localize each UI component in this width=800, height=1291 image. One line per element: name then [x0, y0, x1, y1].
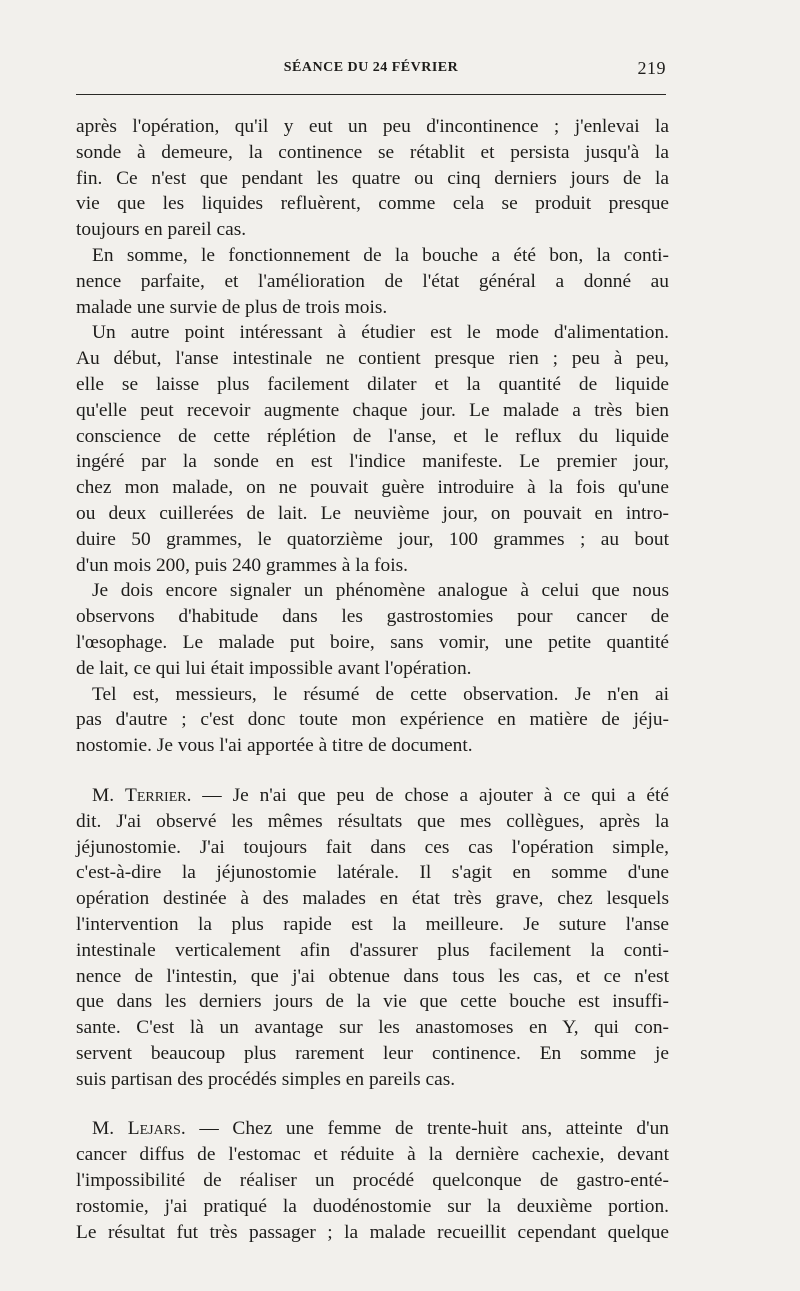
text-line: Au début, l'anse intestinale ne contient presque rien ; peu à peu, [76, 348, 669, 370]
text-line: sante. C'est là un avantage sur les anastomoses en Y, qui con- [76, 1017, 669, 1039]
page-number: 219 [637, 58, 666, 78]
text-line: nostomie. Je vous l'ai apportée à titre de document. [76, 735, 473, 757]
text-line: opération destinée à des malades en état très grave, chez lesquels [76, 888, 669, 910]
text-line: ingéré par la sonde en est l'indice manifeste. Le premier jour, [76, 451, 669, 473]
text-line: de lait, ce qui lui était impossible avant l'opération. [76, 657, 472, 679]
terrier-first-line [76, 783, 669, 809]
text-line: jéjunostomie. J'ai toujours fait dans ces cas l'opération simple, [76, 836, 669, 858]
text-line: observons d'habitude dans les gastrostomies pour cancer de [76, 606, 669, 628]
text-line: Je dois encore signaler un phénomène analogue à celui que nous [92, 580, 669, 602]
paragraph [76, 243, 669, 320]
body-paragraphs [76, 114, 669, 759]
text-line: l'impossibilité de réaliser un procédé quelconque de gastro-enté- [76, 1170, 669, 1192]
text-line: nence parfaite, et l'amélioration de l'état général a donné au [76, 270, 669, 292]
text-line: pas d'autre ; c'est donc toute mon expérience en matière de jéju- [76, 709, 669, 731]
text-line: ou deux cuillerées de lait. Le neuvième jour, on pouvait en intro- [76, 502, 669, 524]
text-line: sonde à demeure, la continence se rétablit et persista jusqu'à la [76, 141, 669, 163]
running-header [76, 58, 666, 82]
text-line: d'un mois 200, puis 240 grammes à la fois. [76, 554, 409, 576]
speaker-name: Lejars [127, 1118, 181, 1140]
text-line: c'est-à-dire la jéjunostomie latérale. Il s'agit en somme d'une [76, 862, 669, 884]
terrier-remarks [76, 783, 669, 1093]
text-line: servent beaucoup plus rarement leur continence. En somme je [76, 1042, 669, 1064]
paragraph [76, 682, 669, 759]
header-title: SÉANCE DU 24 FÉVRIER [283, 60, 459, 75]
lejars-first-line [76, 1116, 669, 1142]
paragraph [76, 578, 669, 681]
text-line: l'intervention la plus rapide est la meilleure. Je suture l'anse [76, 913, 669, 935]
paragraph [76, 114, 669, 243]
page-body [76, 114, 669, 1245]
text-line: que dans les derniers jours de la vie que cette bouche est insuffi- [76, 991, 669, 1013]
header-rule [76, 94, 666, 95]
text-line: qu'elle peut recevoir augmente chaque jour. Le malade a très bien [76, 399, 669, 421]
text-line: toujours en pareil cas. [76, 219, 247, 241]
text-line: nence de l'intestin, que j'ai obtenue dans tous les cas, et ce n'est [76, 965, 669, 987]
text-line: duire 50 grammes, le quatorzième jour, 100 grammes ; au bout [76, 528, 669, 550]
text-line: rostomie, j'ai pratiqué la duodénostomie sur la deuxième portion. [76, 1195, 669, 1217]
terrier-first-line-text: . — Je n'ai que peu de chose a ajouter à ce qui a été [186, 784, 670, 806]
text-line: suis partisan des procédés simples en pareils cas. [76, 1068, 456, 1090]
text-line: En somme, le fonctionnement de la bouche a été bon, la conti- [92, 244, 669, 266]
speaker-prefix: M. [92, 784, 125, 806]
text-line: Un autre point intéressant à étudier est le mode d'alimentation. [92, 322, 669, 344]
lejars-first-line-text: . — Chez une femme de trente-huit ans, atteinte d'un [180, 1118, 670, 1140]
text-line: l'œsophage. Le malade put boire, sans vomir, une petite quantité [76, 631, 669, 653]
text-line: malade une survie de plus de trois mois. [76, 296, 388, 318]
text-line: Tel est, messieurs, le résumé de cette observation. Je n'en ai [92, 683, 669, 705]
text-line: intestinale verticalement afin d'assurer plus facilement la conti- [76, 939, 669, 961]
text-line: fin. Ce n'est que pendant les quatre ou cinq derniers jours de la [76, 167, 669, 189]
text-line: Le résultat fut très passager ; la malade recueillit cependant quelque [76, 1221, 669, 1243]
lejars-remarks [76, 1116, 669, 1245]
text-line: cancer diffus de l'estomac et réduite à la dernière cachexie, devant [76, 1144, 669, 1166]
text-line: elle se laisse plus facilement dilater et la quantité de liquide [76, 373, 669, 395]
text-line: vie que les liquides refluèrent, comme cela se produit presque [76, 193, 669, 215]
paragraph [76, 320, 669, 578]
text-line: conscience de cette réplétion de l'anse, et le reflux du liquide [76, 425, 669, 447]
text-line: après l'opération, qu'il y eut un peu d'incontinence ; j'enlevai la [76, 116, 669, 137]
speaker-prefix: M. [92, 1118, 128, 1140]
text-line: dit. J'ai observé les mêmes résultats que mes collègues, après la [76, 810, 669, 832]
speaker-name: Terrier [124, 784, 187, 806]
text-line: chez mon malade, on ne pouvait guère introduire à la fois qu'une [76, 477, 669, 499]
